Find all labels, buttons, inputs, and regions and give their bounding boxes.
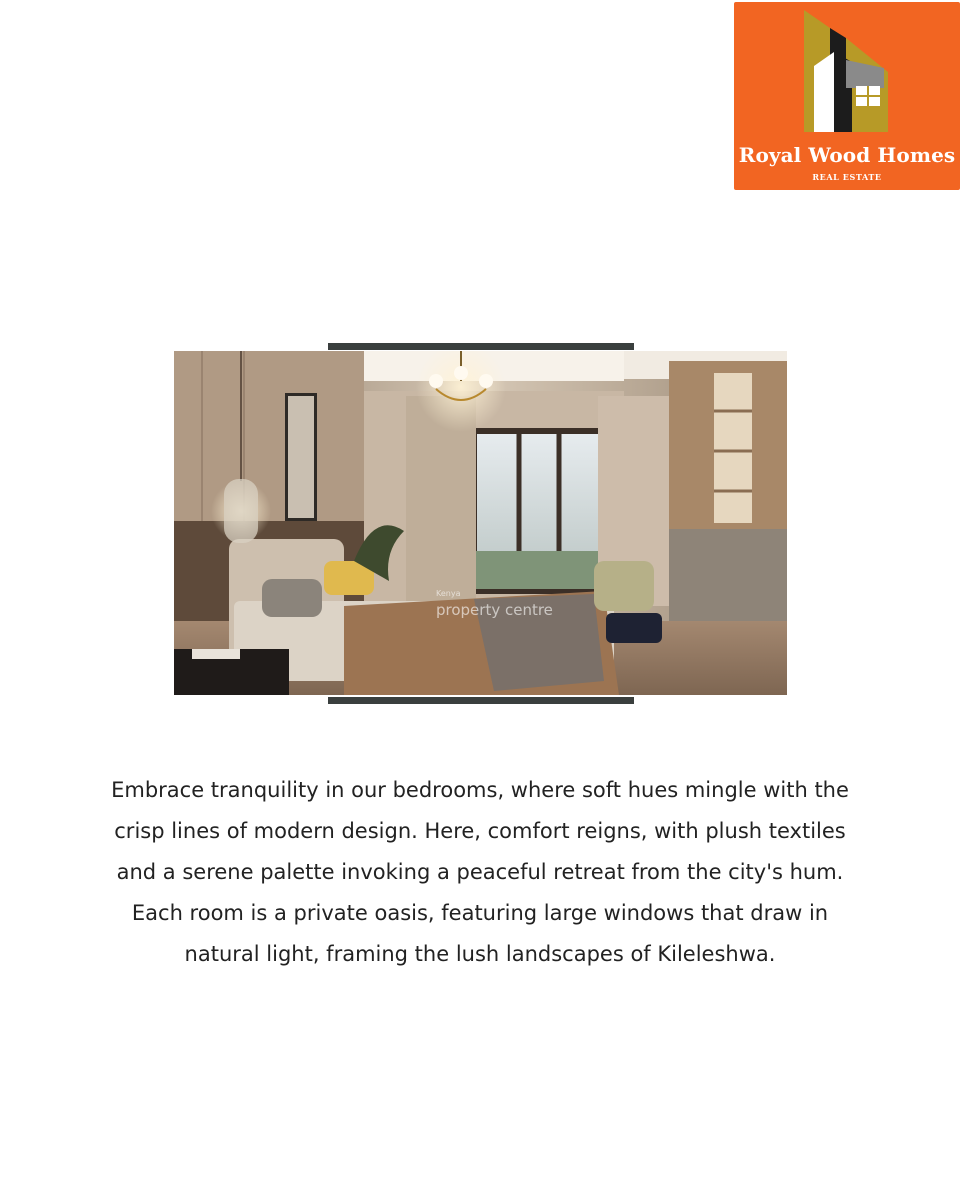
watermark-line-2: property centre: [436, 601, 553, 619]
bedroom-description: Embrace tranquility in our bedrooms, where soft hues mingle with the crisp lines of modern design. Here, comfort reigns, with plush textiles and a serene palette invoking a peaceful retreat from the city's hum. Each room is a private oasis, featuring large windows that draw in natural light, framing the lush landscapes of Kileleshwa.: [111, 778, 849, 966]
watermark-line-1: Kenya: [436, 589, 461, 598]
logo-company-name: Royal Wood Homes: [738, 143, 956, 167]
logo-tagline: REAL ESTATE: [812, 172, 882, 182]
bedroom-photo: [174, 351, 787, 695]
photo-top-accent-bar: [328, 343, 634, 350]
photo-bottom-accent-bar: [328, 697, 634, 704]
house-logo-icon: [734, 2, 960, 142]
royal-wood-homes-logo: [734, 2, 960, 190]
bedroom-photo-frame: [174, 343, 787, 704]
